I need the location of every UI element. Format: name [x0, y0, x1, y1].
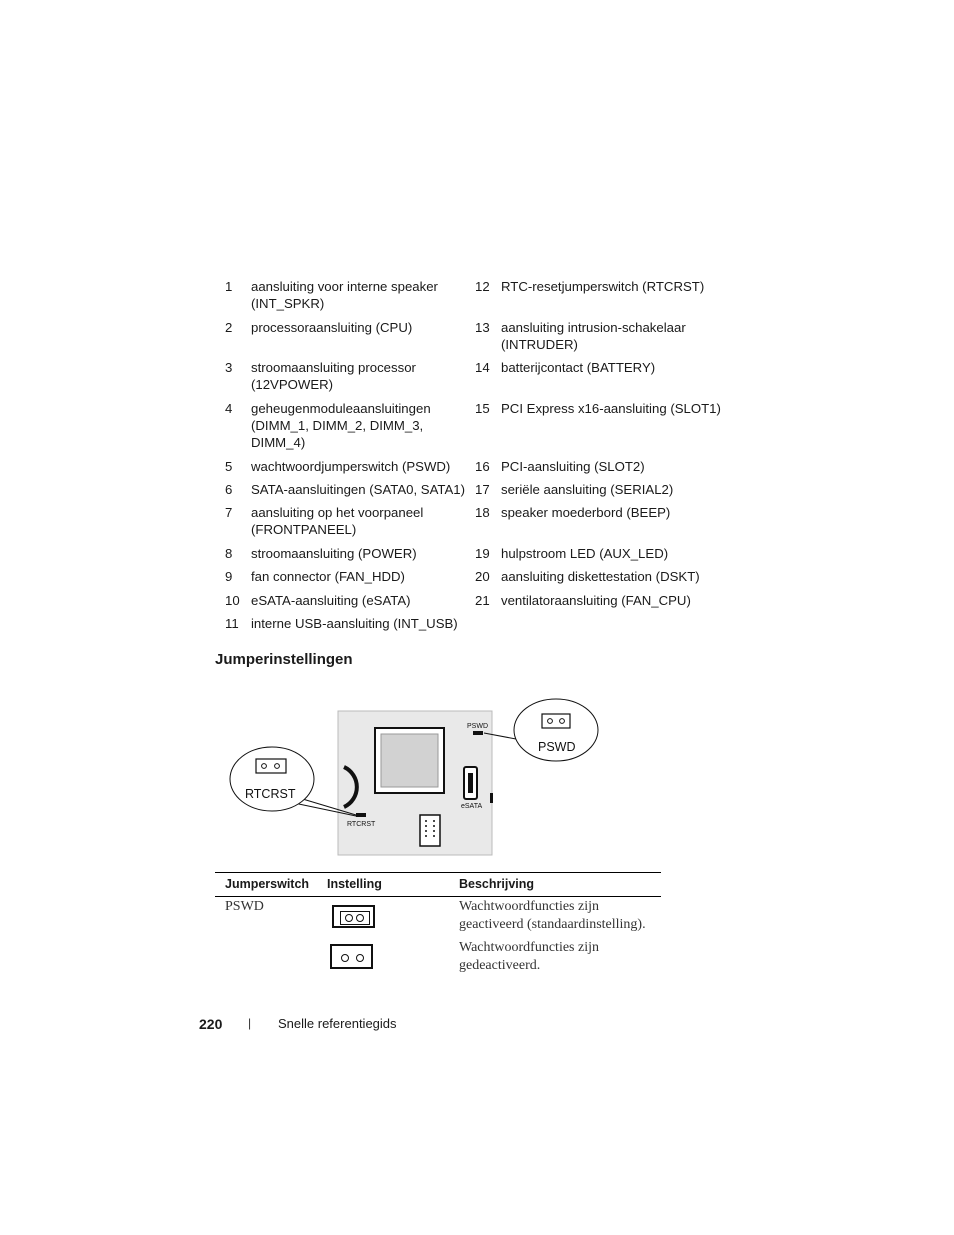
jumper-icon-enabled — [332, 905, 375, 928]
pswd-jumper-mark — [473, 731, 483, 735]
legend-number: 6 — [225, 482, 233, 497]
legend-text: stroomaansluiting (POWER) — [251, 546, 417, 561]
legend-text: aansluiting intrusion-schakelaar (INTRUDER) — [501, 320, 686, 352]
legend-text: fan connector (FAN_HDD) — [251, 569, 405, 584]
legend-number: 1 — [225, 279, 233, 294]
legend-number: 15 — [475, 401, 490, 416]
usb-header — [420, 815, 440, 846]
rtcrst-callout-label: RTCRST — [245, 787, 296, 801]
legend-text: geheugenmoduleaansluitingen (DIMM_1, DIMM_2, DIMM_3, DIMM_4) — [251, 401, 431, 450]
table-top-rule — [215, 872, 661, 873]
legend-text: wachtwoordjumperswitch (PSWD) — [251, 459, 451, 474]
legend-text: speaker moederbord (BEEP) — [501, 505, 671, 520]
rtcrst-callout — [230, 747, 314, 811]
legend-number: 20 — [475, 569, 490, 584]
legend-text: aansluiting voor interne speaker (INT_SPKR) — [251, 279, 438, 311]
legend-number: 9 — [225, 569, 233, 584]
row-description: Wachtwoordfuncties zijn geactiveerd (standaardinstelling). — [459, 899, 646, 932]
legend-number: 2 — [225, 320, 233, 335]
row-description: Wachtwoordfuncties zijn gedeactiveerd. — [459, 940, 599, 973]
legend-number: 12 — [475, 279, 490, 294]
footer-separator: | — [248, 1016, 252, 1030]
legend-number: 16 — [475, 459, 490, 474]
legend-number: 8 — [225, 546, 233, 561]
header-jumperswitch: Jumperswitch — [225, 877, 310, 891]
legend-number: 10 — [225, 593, 240, 608]
legend-text: stroomaansluiting processor (12VPOWER) — [251, 360, 416, 392]
document-title: Snelle referentiegids — [278, 1016, 397, 1031]
legend-number: 7 — [225, 505, 233, 520]
pswd-callout-label: PSWD — [538, 740, 576, 754]
legend-text: SATA-aansluitingen (SATA0, SATA1) — [251, 482, 466, 497]
legend-text: hulpstroom LED (AUX_LED) — [501, 546, 669, 561]
legend-text: batterijcontact (BATTERY) — [501, 360, 656, 375]
legend-text: processoraansluiting (CPU) — [251, 320, 413, 335]
legend-number: 21 — [475, 593, 490, 608]
rtcrst-label-small: RTCRST — [347, 821, 376, 828]
legend-text: aansluiting diskettestation (DSKT) — [501, 569, 700, 584]
legend-number: 17 — [475, 482, 490, 497]
legend-number: 19 — [475, 546, 490, 561]
pswd-label-small: PSWD — [467, 723, 488, 730]
header-instelling: Instelling — [327, 877, 382, 891]
legend-text: PCI-aansluiting (SLOT2) — [501, 459, 645, 474]
legend-number: 4 — [225, 401, 233, 416]
legend-text: eSATA-aansluiting (eSATA) — [251, 593, 411, 608]
legend-number: 14 — [475, 360, 490, 375]
section-heading: Jumperinstellingen — [215, 651, 353, 668]
page-number: 220 — [199, 1016, 223, 1032]
esata-label: eSATA — [461, 803, 483, 810]
rtcrst-jumper-mark — [356, 813, 366, 817]
legend-number: 3 — [225, 360, 233, 375]
table-header-rule — [215, 896, 661, 897]
header-beschrijving: Beschrijving — [459, 877, 535, 891]
legend-text: RTC-resetjumperswitch (RTCRST) — [501, 279, 705, 294]
row-switch-name: PSWD — [225, 899, 264, 914]
jumper-icon-disabled — [330, 944, 373, 969]
legend-text: PCI Express x16-aansluiting (SLOT1) — [501, 401, 721, 416]
legend-text: interne USB-aansluiting (INT_USB) — [251, 616, 458, 631]
jumper-location-diagram — [226, 695, 616, 860]
legend-text: ventilatoraansluiting (FAN_CPU) — [501, 593, 691, 608]
legend-text: seriële aansluiting (SERIAL2) — [501, 482, 674, 497]
legend-number: 5 — [225, 459, 233, 474]
legend-number: 18 — [475, 505, 490, 520]
legend-number: 13 — [475, 320, 490, 335]
legend-number: 11 — [225, 616, 239, 631]
legend-text: aansluiting op het voorpaneel (FRONTPANEEL) — [251, 505, 424, 537]
